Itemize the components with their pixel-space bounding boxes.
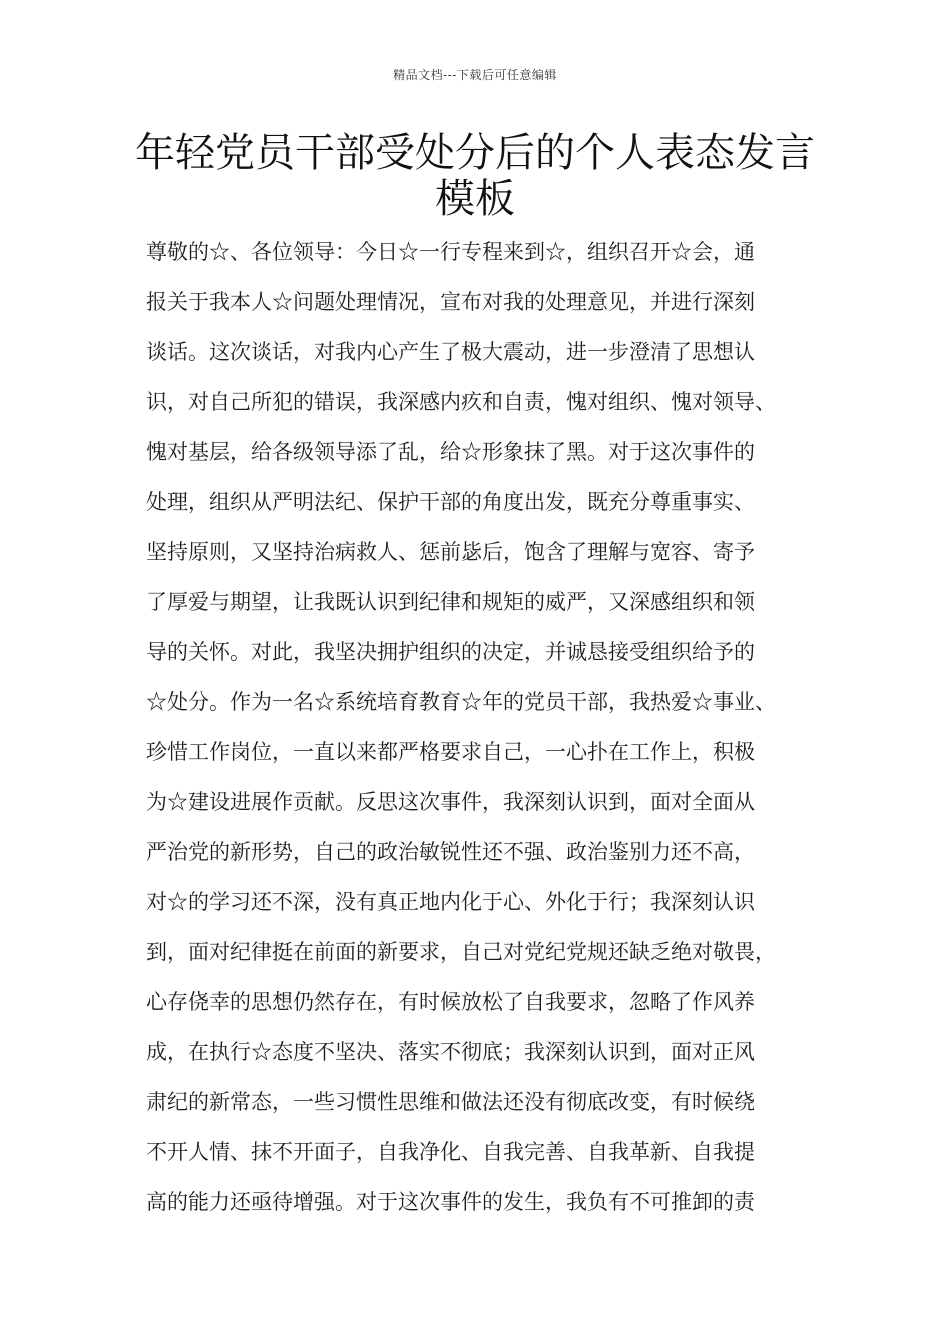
body-line: 处理，组织从严明法纪、保护干部的角度出发，既充分尊重事实、 [146,490,755,514]
body-line: 珍惜工作岗位，一直以来都严格要求自己，一心扑在工作上，积极 [146,740,755,764]
body-line: 到，面对纪律挺在前面的新要求，自己对党纪党规还缺乏绝对敬畏， [146,940,776,964]
body-line: 尊敬的☆、各位领导：今日☆一行专程来到☆，组织召开☆会，通 [146,240,755,264]
body-line: 严治党的新形势，自己的政治敏锐性还不强、政治鉴别力还不高， [146,840,755,864]
body-line: 不开人情、抹不开面子，自我净化、自我完善、自我革新、自我提 [146,1140,755,1164]
body-paragraph [146,230,826,1230]
body-line: 肃纪的新常态，一些习惯性思维和做法还没有彻底改变，有时候绕 [146,1090,755,1114]
body-line: 成，在执行☆态度不坚决、落实不彻底；我深刻认识到，面对正风 [146,1040,755,1064]
body-line: 谈话。这次谈话，对我内心产生了极大震动，进一步澄清了思想认 [146,340,755,364]
body-line: 识，对自己所犯的错误，我深感内疚和自责，愧对组织、愧对领导、 [146,390,776,414]
title-line-2: 模板 [435,176,515,222]
body-line: 对☆的学习还不深，没有真正地内化于心、外化于行；我深刻认识 [146,890,755,914]
body-line: 坚持原则，又坚持治病救人、惩前毖后，饱含了理解与宽容、寄予 [146,540,755,564]
body-line: ☆处分。作为一名☆系统培育教育☆年的党员干部，我热爱☆事业、 [146,690,776,714]
body-line: 了厚爱与期望，让我既认识到纪律和规矩的威严，又深感组织和领 [146,590,755,614]
page-title [120,130,830,222]
body-line: 报关于我本人☆问题处理情况，宣布对我的处理意见，并进行深刻 [146,290,755,314]
title-line-1: 年轻党员干部受处分后的个人表态发言 [135,130,815,176]
body-line: 愧对基层，给各级领导添了乱，给☆形象抹了黑。对于这次事件的 [146,440,755,464]
body-line: 高的能力还亟待增强。对于这次事件的发生，我负有不可推卸的责 [146,1190,755,1214]
body-line: 为☆建设进展作贡献。反思这次事件，我深刻认识到，面对全面从 [146,790,755,814]
header-note: 精品文档---下载后可任意编辑 [393,68,557,82]
body-line: 导的关怀。对此，我坚决拥护组织的决定，并诚恳接受组织给予的 [146,640,755,664]
body-line: 心存侥幸的思想仍然存在，有时候放松了自我要求，忽略了作风养 [146,990,755,1014]
